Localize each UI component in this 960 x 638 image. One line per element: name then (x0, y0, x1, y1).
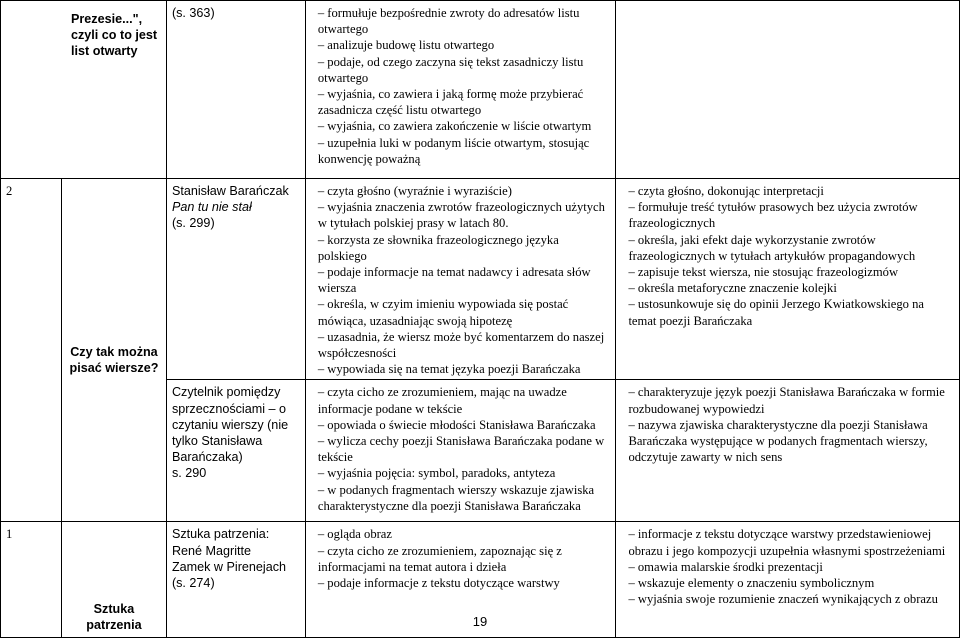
lesson-topic-cell: Sztuka patrzenia (61, 522, 166, 638)
requirement-item: – wyjaśnia znaczenia zwrotów frazeologicznych użytych w tytułach polskiej prasy w latach 80. (317, 200, 605, 231)
source-text-cell (166, 1, 305, 179)
requirement-item: – uzasadnia, że wiersz może być komentarzem do naszej współczesności (317, 329, 605, 361)
requirement-item: – formułuje bezpośrednie zwroty do adresatów listu otwartego (317, 6, 580, 37)
requirement-item: – uzupełnia luki w podanym liście otwartym, stosując konwencję poważną (317, 135, 590, 166)
lesson-hours-cell (1, 380, 62, 522)
table-row (1, 1, 960, 179)
requirement-item: – podaje informacje na temat nadawcy i adresata słów wiersza (317, 265, 591, 296)
requirement-item: – ustosunkowuje się do opinii Jerzego Kwiatkowskiego na temat poezji Barańczaka (628, 297, 924, 328)
requirement-item: – wyjaśnia swoje rozumienie znaczeń wynikających z obrazu (628, 592, 938, 607)
basic-requirements-cell (305, 179, 616, 380)
requirement-item: – analizuje budowę listu otwartego (317, 38, 495, 53)
requirement-item: – czyta cicho ze zrozumieniem, mając na uwadze informacje podane w tekście (317, 385, 567, 416)
requirement-item: – wypowiada się na temat języka poezji Barańczaka (317, 362, 581, 377)
requirement-item: – podaje, od czego zaczyna się tekst zasadniczy listu otwartego (317, 54, 584, 85)
requirement-item: – określa, w czyim imieniu wypowiada się postać mówiąca, uzasadniając swoją hipotezę (317, 297, 569, 328)
table-row (1, 380, 960, 522)
requirement-item: – czyta głośno, dokonując interpretacji (628, 184, 824, 198)
requirement-item: – ogląda obraz (317, 527, 392, 542)
requirement-item: – korzysta ze słownika frazeologicznego języka polskiego (317, 232, 559, 263)
requirement-item: – charakteryzuje język poezji Stanisława Barańczaka w formie rozbudowanej wypowiedzi (628, 385, 945, 416)
extended-requirements-cell (616, 179, 960, 380)
requirement-item: – określa, jaki efekt daje wykorzystanie zwrotów frazeologicznych w tytułach artykułów propagandowych (628, 232, 916, 263)
lesson-hours-cell: 1 (1, 522, 62, 638)
requirement-item: – czyta głośno (wyraźnie i wyraziście) (317, 184, 512, 198)
requirement-item: – nazywa zjawiska charakterystyczne dla poezji Stanisława Barańczaka występujące w podanych fragmentach wierszy, odczytuje zawarty w nich sens (628, 417, 928, 465)
source-line: (s. 363) (171, 6, 215, 20)
source-line: Pan tu nie stał (171, 200, 252, 215)
table-row (1, 179, 960, 380)
source-line: Stanisław Barańczak (171, 184, 289, 198)
source-line: (s. 299) (171, 216, 215, 231)
requirement-item: – w podanych fragmentach wierszy wskazuje zjawiska charakterystyczne dla poezji Stanisława Barańczaka (317, 482, 595, 513)
requirement-item: – podaje informacje z tekstu dotyczące warstwy (317, 576, 560, 591)
requirement-item: – czyta cicho ze zrozumieniem, zapoznając się z informacjami na temat autora i dzieła (317, 543, 562, 574)
lesson-topic-cell: Czy tak można pisać wiersze? (61, 179, 166, 380)
extended-requirements-cell (616, 1, 960, 179)
source-line: s. 290 (171, 466, 207, 481)
page-number: 19 (472, 614, 488, 629)
requirement-item: – informacje z tekstu dotyczące warstwy przedstawieniowej obrazu i jego kompozycji uzupełnia własnymi spostrzeżeniami (628, 527, 946, 558)
source-line: (s. 274) (171, 576, 215, 591)
requirement-item: – wyjaśnia, co zawiera zakończenie w liście otwartym (317, 119, 592, 134)
lesson-hours-cell: 2 (1, 179, 62, 380)
basic-requirements-cell (305, 380, 616, 522)
requirement-item: – zapisuje tekst wiersza, nie stosując frazeologizmów (628, 265, 899, 280)
lesson-topic-cell (61, 380, 166, 522)
source-text-cell (166, 380, 305, 522)
requirement-item: – opowiada o świecie młodości Stanisława Barańczaka (317, 417, 596, 432)
source-line: Czytelnik pomiędzy sprzecznościami – o czytaniu wierszy (nie tylko Stanisława Barańczaka) (171, 385, 289, 465)
source-text-cell (166, 179, 305, 380)
requirement-item: – omawia malarskie środki prezentacji (628, 559, 823, 574)
requirement-item: – wylicza cechy poezji Stanisława Barańczaka podane w tekście (317, 434, 605, 465)
source-line: Zamek w Pirenejach (171, 559, 287, 574)
requirement-item: – formułuje treść tytułów prasowych bez użycia zwrotów frazeologicznych (628, 200, 918, 231)
lesson-topic-cell: Prezesie...", czyli co to jest list otwarty (1, 1, 167, 179)
requirement-item: – wyjaśnia, co zawiera i jaką formę może przybierać zasadnicza część listu otwartego (317, 87, 584, 118)
requirement-item: – wskazuje elementy o znaczeniu symbolicznym (628, 576, 875, 591)
requirement-item: – wyjaśnia pojęcia: symbol, paradoks, antyteza (317, 466, 556, 481)
requirement-item: – określa metaforyczne znaczenie kolejki (628, 281, 837, 296)
basic-requirements-cell (305, 1, 616, 179)
extended-requirements-cell (616, 380, 960, 522)
source-line: Sztuka patrzenia: René Magritte (171, 527, 270, 558)
